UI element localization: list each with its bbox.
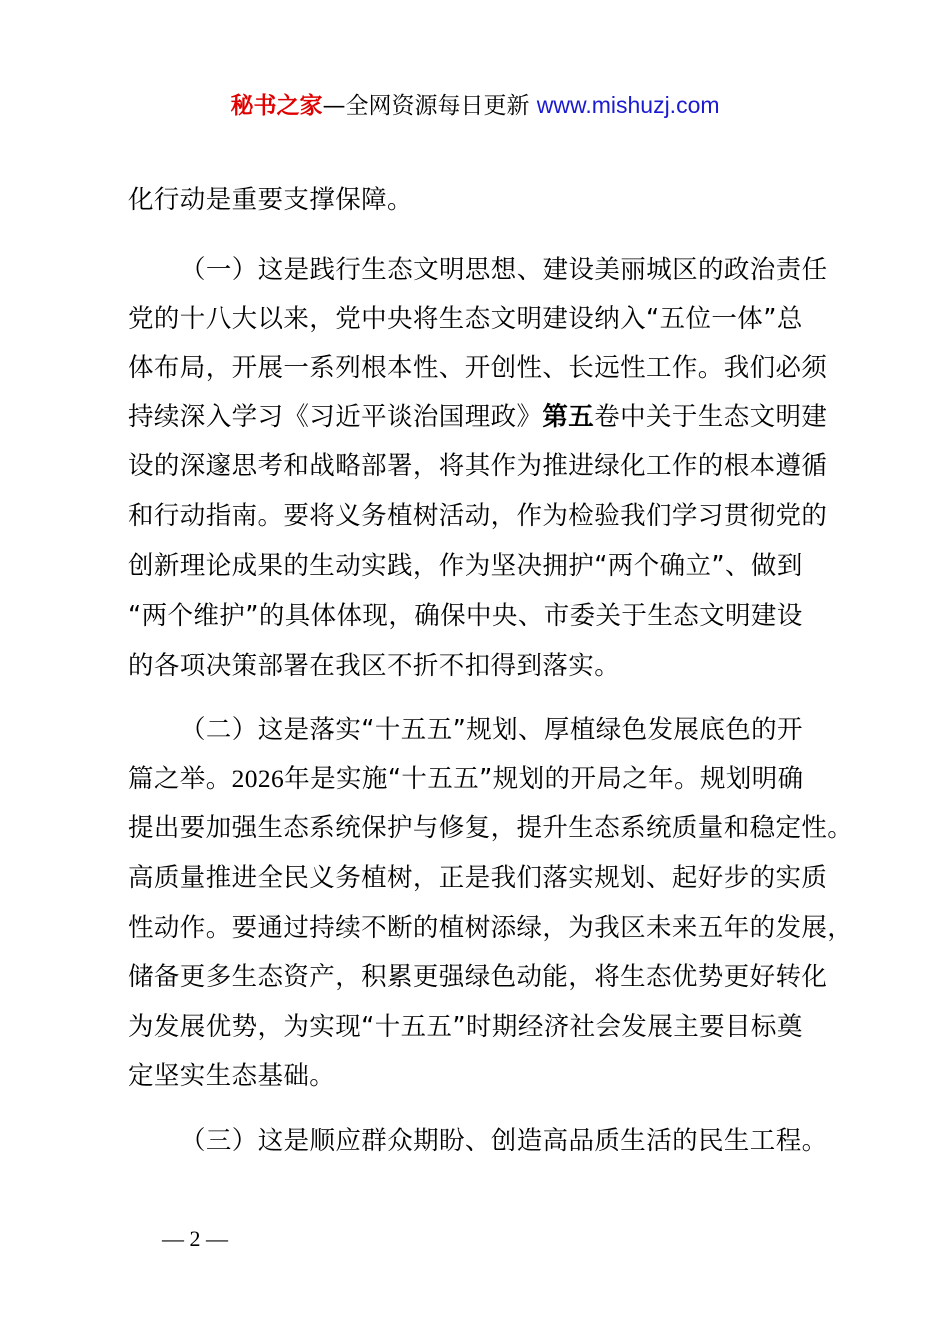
paragraph-heading-2: （二）这是落实“十五五”规划、厚植绿色发展底色的开	[180, 715, 803, 745]
text-line	[128, 397, 827, 437]
text-line: 创新理论成果的生动实践，作为坚决拥护“两个确立”、做到	[128, 551, 803, 581]
text-span: 篇之举。	[128, 764, 232, 794]
text-span: 持续深入学习《习近平谈治国理政》	[128, 402, 543, 432]
text-span: 卷中关于生态文明建	[594, 402, 828, 432]
text-span: 年是实施“十五五”规划的开局之年。规划明确	[284, 764, 804, 794]
text-line: 高质量推进全民义务植树，正是我们落实规划、起好步的实质	[128, 863, 828, 893]
site-tagline: —全网资源每日更新	[322, 93, 530, 119]
site-header	[0, 88, 950, 123]
bold-volume-text: 第五	[542, 402, 595, 432]
page-number: — 2 —	[162, 1226, 228, 1251]
site-url-link[interactable]: www.mishuzj.com	[536, 92, 720, 118]
text-line	[128, 759, 804, 799]
text-line: 为发展优势，为实现“十五五”时期经济社会发展主要目标奠	[128, 1012, 803, 1042]
text-line: 提出要加强生态系统保护与修复，提升生态系统质量和稳定性。	[128, 813, 854, 843]
paragraph-heading-3: （三）这是顺应群众期盼、创造高品质生活的民生工程。	[180, 1126, 828, 1156]
text-line: 党的十八大以来，党中央将生态文明建设纳入“五位一体”总	[128, 304, 803, 334]
text-line: 性动作。要通过持续不断的植树添绿，为我区未来五年的发展，	[128, 913, 854, 943]
text-line: 体布局，开展一系列根本性、开创性、长远性工作。我们必须	[128, 353, 828, 383]
text-line: 定坚实生态基础。	[128, 1061, 336, 1091]
text-line: 的各项决策部署在我区不折不扣得到落实。	[128, 651, 621, 681]
text-line: “两个维护”的具体体现，确保中央、市委关于生态文明建设	[128, 601, 803, 631]
year-text: 2026	[231, 764, 285, 793]
text-line: 和行动指南。要将义务植树活动，作为检验我们学习贯彻党的	[128, 501, 828, 531]
text-line: 储备更多生态资产，积累更强绿色动能，将生态优势更好转化	[128, 962, 828, 992]
paragraph-heading-1: （一）这是践行生态文明思想、建设美丽城区的政治责任	[180, 255, 828, 285]
site-brand: 秘书之家	[230, 93, 323, 119]
text-line: 化行动是重要支撑保障。	[128, 185, 413, 215]
text-line: 设的深邃思考和战略部署，将其作为推进绿化工作的根本遵循	[128, 451, 828, 481]
